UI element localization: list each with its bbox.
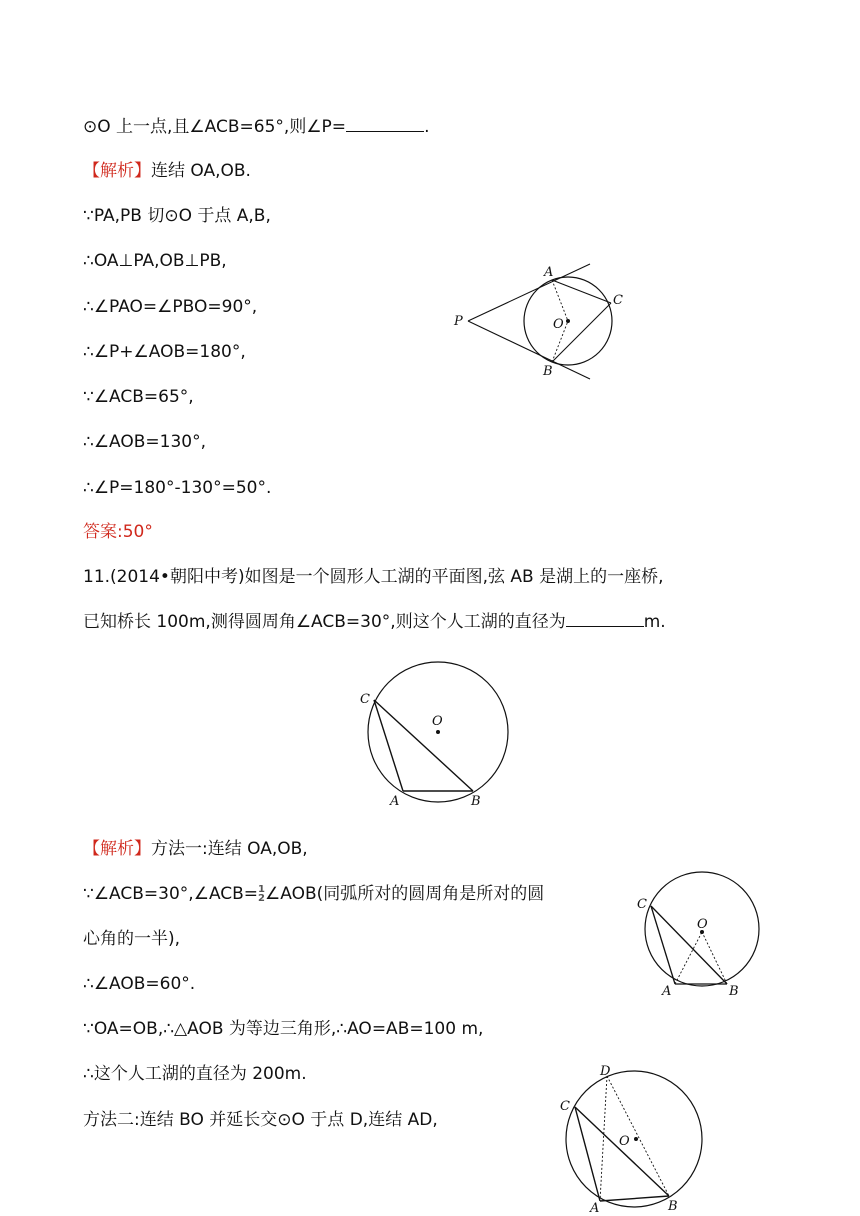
p10-step-5: ∵∠ACB=65°, <box>83 387 194 407</box>
m1-line4: ∵OA=OB,∴△AOB 为等边三角形,∴AO=AB=100 m, <box>83 1019 484 1039</box>
problem11-line2-pre: 已知桥长 100m,测得圆周角∠ACB=30°,则这个人工湖的直径为 <box>83 612 566 632</box>
label-O: O <box>432 714 443 729</box>
fraction-half: 1 2 <box>258 884 266 904</box>
p10-step-7: ∴∠P=180°-130°=50°. <box>83 478 272 498</box>
label-A: A <box>544 265 554 280</box>
problem11-line2-post: m. <box>643 612 666 632</box>
p10-step-3: ∴∠PAO=∠PBO=90°, <box>83 297 258 317</box>
m1-line3: ∴∠AOB=60°. <box>83 974 196 994</box>
problem10-text-post: . <box>424 117 430 137</box>
problem10-text-pre: ⊙O 上一点,且∠ACB=65°,则∠P= <box>83 117 347 137</box>
label-B: B <box>668 1199 678 1214</box>
label-O: O <box>553 317 564 332</box>
method2-title: 方法二:连结 BO 并延长交⊙O 于点 D,连结 AD, <box>83 1110 438 1130</box>
problem10-line0 <box>83 116 429 138</box>
analysis-text: 连结 OA,OB. <box>151 161 251 181</box>
analysis-line-p11 <box>83 838 308 860</box>
label-B: B <box>729 984 739 999</box>
label-B: B <box>543 364 553 379</box>
analysis-line-p10 <box>83 160 251 182</box>
label-C: C <box>360 692 370 707</box>
label-D: D <box>600 1064 611 1079</box>
analysis-tag: 【解析】 <box>83 161 151 181</box>
method2-figure <box>552 1062 712 1214</box>
m1-line5: ∴这个人工湖的直径为 200m. <box>83 1064 307 1084</box>
tangent-figure <box>440 258 640 388</box>
m1-line2: 心角的一半), <box>83 929 181 949</box>
label-C: C <box>613 293 623 308</box>
problem11-line2 <box>83 611 666 633</box>
method1-figure <box>630 872 770 1002</box>
answer-blank-2 <box>566 611 644 627</box>
label-P: P <box>454 314 463 329</box>
m1-line1-pre: ∵∠ACB=30°,∠ACB= <box>83 884 259 904</box>
label-O: O <box>697 917 708 932</box>
lake-figure <box>354 685 524 815</box>
label-A: A <box>662 984 672 999</box>
label-C: C <box>560 1099 570 1114</box>
answer-blank-1 <box>346 116 424 132</box>
label-O: O <box>619 1134 630 1149</box>
p10-step-6: ∴∠AOB=130°, <box>83 432 207 452</box>
m1-line1 <box>83 883 544 905</box>
method1-title: 方法一:连结 OA,OB, <box>151 839 308 859</box>
label-A: A <box>590 1201 600 1216</box>
label-A: A <box>390 794 400 809</box>
analysis-tag: 【解析】 <box>83 839 151 859</box>
p10-step-4: ∴∠P+∠AOB=180°, <box>83 342 246 362</box>
answer-line: 答案:50° <box>83 522 153 542</box>
problem11-line1: 11.(2014•朝阳中考)如图是一个圆形人工湖的平面图,弦 AB 是湖上的一座桥, <box>83 567 664 587</box>
m1-line1-post: ∠AOB(同弧所对的圆周角是所对的圆 <box>265 884 545 904</box>
p10-step-2: ∴OA⊥PA,OB⊥PB, <box>83 251 227 271</box>
label-B: B <box>471 794 481 809</box>
p10-step-1: ∵PA,PB 切⊙O 于点 A,B, <box>83 206 271 226</box>
label-C: C <box>637 897 647 912</box>
